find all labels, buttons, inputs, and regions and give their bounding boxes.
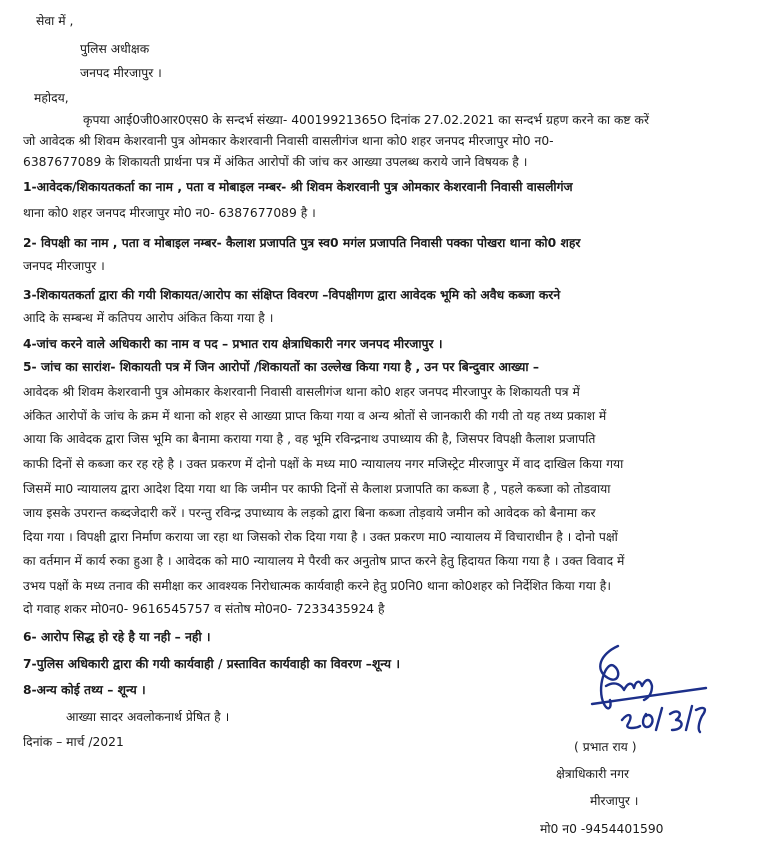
salutation-to: सेवा में , — [36, 14, 74, 28]
signatory-designation: क्षेत्राधिकारी नगर — [556, 767, 630, 781]
signatory-name: ( प्रभात राय ) — [574, 740, 637, 754]
point-7: 7-पुलिस अधिकारी द्वारा की गयी कार्यवाही / प्रस्तावित कार्यवाही का विवरण –शून्य । — [23, 657, 401, 671]
handwritten-signature — [588, 642, 718, 737]
intro-line: जो आवेदक श्री शिवम केशरवानी पुत्र ओमकार केशरवानी निवासी वासलीगंज थाना को0 शहर जनपद मीरजापुर मो0 न0- — [23, 134, 554, 148]
point-5-witnesses: दो गवाह शकर मो0न0- 9616545757 व संतोष मो0न0- 7233435924 है — [23, 602, 385, 616]
recipient-district: जनपद मीरजापुर । — [80, 66, 162, 80]
point-3-line: आदि के सम्बन्ध में कतिपय आरोप अंकित किया गया है । — [23, 311, 274, 325]
point-5-line: अंकित आरोपों के जांच के क्रम में थाना को शहर से आख्या प्राप्त किया गया व अन्य श्रोतों से जानकारी की गयी तो यह तथ्य प्रकाश में — [23, 409, 607, 423]
salutation-sir: महोदय, — [34, 91, 69, 105]
point-5-line: आया कि आवेदक द्वारा जिस भूमि का बैनामा कराया गया है , वह भूमि रविन्द्रनाथ उपाध्याय की है, जिसपर विपक्षी कैलाश प्रजापति — [23, 432, 596, 446]
point-2-line: 2- विपक्षी का नाम , पता व मोबाइल नम्बर- कैलाश प्रजापति पुत्र स्व0 मगंल प्रजापति निवासी पक्का पोखरा थाना को0 शहर — [23, 236, 581, 250]
point-5-line: काफी दिनों से कब्जा कर रह रहे है । उक्त प्रकरण में दोनो पक्षों के मध्य मा0 न्यायालय नगर मजिस्ट्रेट मीरजापुर में वाद दाखिल किया गया — [23, 457, 624, 471]
point-1-line: 1-आवेदक/शिकायतकर्ता का नाम , पता व मोबाइल नम्बर- श्री शिवम केशरवानी पुत्र ओमकार केशरवानी निवासी वासलीगंज — [23, 180, 573, 194]
letter-date: दिनांक – मार्च /2021 — [23, 735, 124, 749]
point-5-line: आवेदक श्री शिवम केशरवानी पुत्र ओमकार केशरवानी निवासी वासलीगंज थाना को0 शहर जनपद मीरजापुर के शिकायती पत्र में — [23, 385, 580, 399]
point-5-line: उभय पक्षों के मध्य तनाव की समीक्षा कर आवश्यक निरोधात्मक कार्यवाही करने हेतु प्र0नि0 थाना को0शहर को निर्देशित किया गया है। — [23, 579, 611, 593]
point-5-line: दिया गया । विपक्षी द्वारा निर्माण कराया जा रहा था जिसको रोक दिया गया है । उक्त प्रकरण मा0 न्यायालय में विचाराधीन है । दोनो पक्षों — [23, 530, 618, 544]
point-5-line: जिसमें मा0 न्यायालय द्वारा आदेश दिया गया था कि जमीन पर काफी दिनों से कैलाश प्रजापति का कब्जा है , पहले कब्जा को तोडवाया — [23, 482, 611, 496]
intro-line: कृपया आई0जी0आर0एस0 के सन्दर्भ संख्या- 40019921365O दिनांक 27.02.2021 का सन्दर्भ ग्रहण करने का कष्ट करें — [83, 113, 649, 127]
point-5-line: का वर्तमान में कार्य रुका हुआ है । आवेदक को मा0 न्यायालय मे पैरवी कर अनुतोष प्राप्त करने हेतु हिदायत किया गया है । उक्त विवाद में — [23, 554, 625, 568]
signatory-mobile: मो0 न0 -9454401590 — [540, 822, 664, 836]
point-5-line: 5- जांच का सारांश- शिकायती पत्र में जिन आरोपों /शिकायतों का उल्लेख किया गया है , उन पर बिन्दुवार आख्या – — [23, 360, 540, 374]
recipient-designation: पुलिस अधीक्षक — [80, 42, 150, 56]
intro-line: 6387677089 के शिकायती प्रार्थना पत्र में अंकित आरोपों की जांच कर आख्या उपलब्ध कराये जाने विषयक है । — [23, 155, 528, 169]
point-4: 4-जांच करने वाले अधिकारी का नाम व पद – प्रभात राय क्षेत्राधिकारी नगर जनपद मीरजापुर । — [23, 337, 443, 351]
point-2-line: जनपद मीरजापुर । — [23, 259, 105, 273]
signatory-district: मीरजापुर । — [590, 794, 639, 808]
point-5-line: जाय इसके उपरान्त कब्दजेदारी करें । परन्तु रविन्द्र उपाध्याय के लड़को द्वारा बिना कब्जा तोड़वाये जमीन को आवेदक को बैनामा कर — [23, 506, 596, 520]
point-6: 6- आरोप सिद्ध हो रहे है या नही – नही । — [23, 630, 211, 644]
point-3-line: 3-शिकायतकर्ता द्वारा की गयी शिकायत/आरोप का संक्षिप्त विवरण –विपक्षीगण द्वारा आवेदक भूमि को अवैध कब्जा करने — [23, 288, 561, 302]
point-1-line: थाना को0 शहर जनपद मीरजापुर मो0 न0- 6387677089 है । — [23, 206, 316, 220]
point-8: 8-अन्य कोई तथ्य – शून्य । — [23, 683, 146, 697]
forwarded-note: आख्या सादर अवलोकनार्थ प्रेषित है । — [66, 710, 230, 724]
